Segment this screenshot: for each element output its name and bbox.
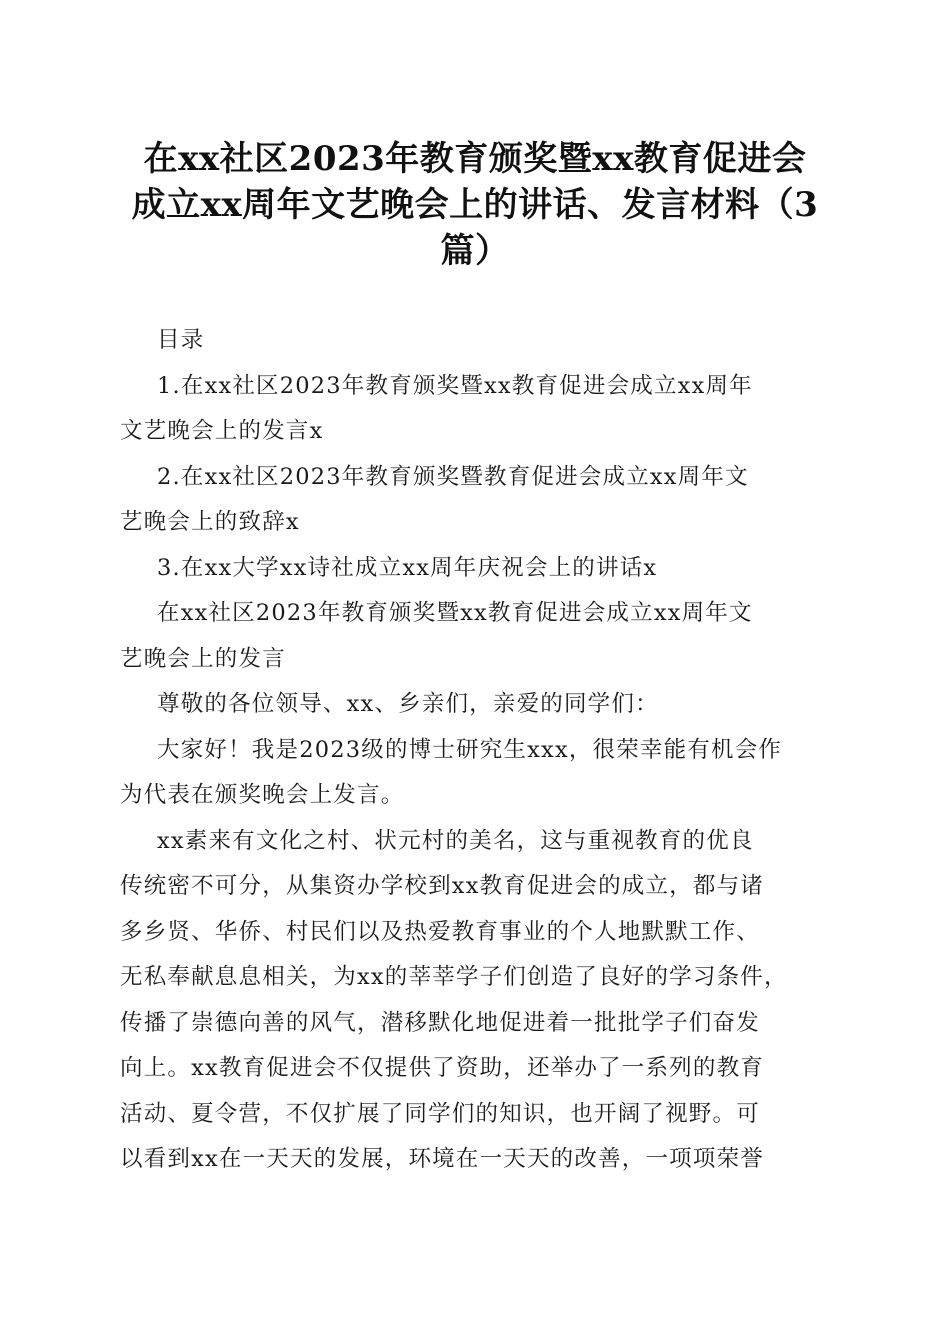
- paragraph-line: 以看到xx在一天天的发展，环境在一天天的改善，一项项荣誉: [120, 1146, 764, 1172]
- paragraph-line: 为代表在颁奖晚会上发言。: [120, 782, 405, 808]
- toc-item-line: 艺晚会上的致辞x: [120, 509, 300, 535]
- document-body: [120, 318, 832, 1183]
- toc-item-line: 2.在xx社区2023年教育颁奖暨教育促进会成立xx周年文: [157, 463, 749, 490]
- section-heading: [120, 591, 832, 682]
- salutation-text: 尊敬的各位领导、xx、乡亲们，亲爱的同学们：: [157, 691, 659, 717]
- paragraph-line: 向上。xx教育促进会不仅提供了资助，还举办了一系列的教育: [120, 1055, 764, 1081]
- paragraph-line: 大家好！我是2023级的博士研究生xxx，很荣幸能有机会作: [157, 736, 783, 763]
- paragraph-line: 活动、夏令营，不仅扩展了同学们的知识，也开阔了视野。可: [120, 1100, 760, 1127]
- title-line: 成立xx周年文艺晚会上的讲话、发言材料（3: [131, 185, 819, 225]
- body-paragraph: [120, 819, 832, 1183]
- toc-heading-text: 目录: [157, 327, 205, 353]
- paragraph-line: xx素来有文化之村、状元村的美名，这与重视教育的优良: [157, 827, 754, 854]
- toc-item[interactable]: [120, 364, 832, 455]
- salutation: [120, 682, 832, 728]
- section-heading-line: 在xx社区2023年教育颁奖暨xx教育促进会成立xx周年文: [157, 600, 753, 626]
- paragraph-line: 传统密不可分，从集资办学校到xx教育促进会的成立，都与诸: [120, 873, 764, 899]
- toc-heading: [120, 318, 832, 364]
- paragraph-line: 多乡贤、华侨、村民们以及热爱教育事业的个人地默默工作、: [120, 918, 760, 945]
- paragraph-line: 无私奉献息息相关，为xx的莘莘学子们创造了良好的学习条件，: [120, 964, 788, 990]
- section-heading-line: 艺晚会上的发言: [120, 645, 286, 672]
- toc-item-line: 1.在xx社区2023年教育颁奖暨xx教育促进会成立xx周年: [157, 372, 753, 399]
- paragraph-line: 传播了崇德向善的风气，潜移默化地促进着一批批学子们奋发: [120, 1009, 760, 1036]
- document-title: [118, 136, 832, 274]
- title-line: 在xx社区2023年教育颁奖暨xx教育促进会: [143, 139, 807, 179]
- toc-item[interactable]: [120, 546, 832, 592]
- title-line: 篇）: [440, 231, 510, 271]
- body-paragraph: [120, 728, 832, 819]
- toc-item-line: 3.在xx大学xx诗社成立xx周年庆祝会上的讲话x: [157, 554, 658, 581]
- toc-item[interactable]: [120, 455, 832, 546]
- toc-item-line: 文艺晚会上的发言x: [120, 418, 324, 444]
